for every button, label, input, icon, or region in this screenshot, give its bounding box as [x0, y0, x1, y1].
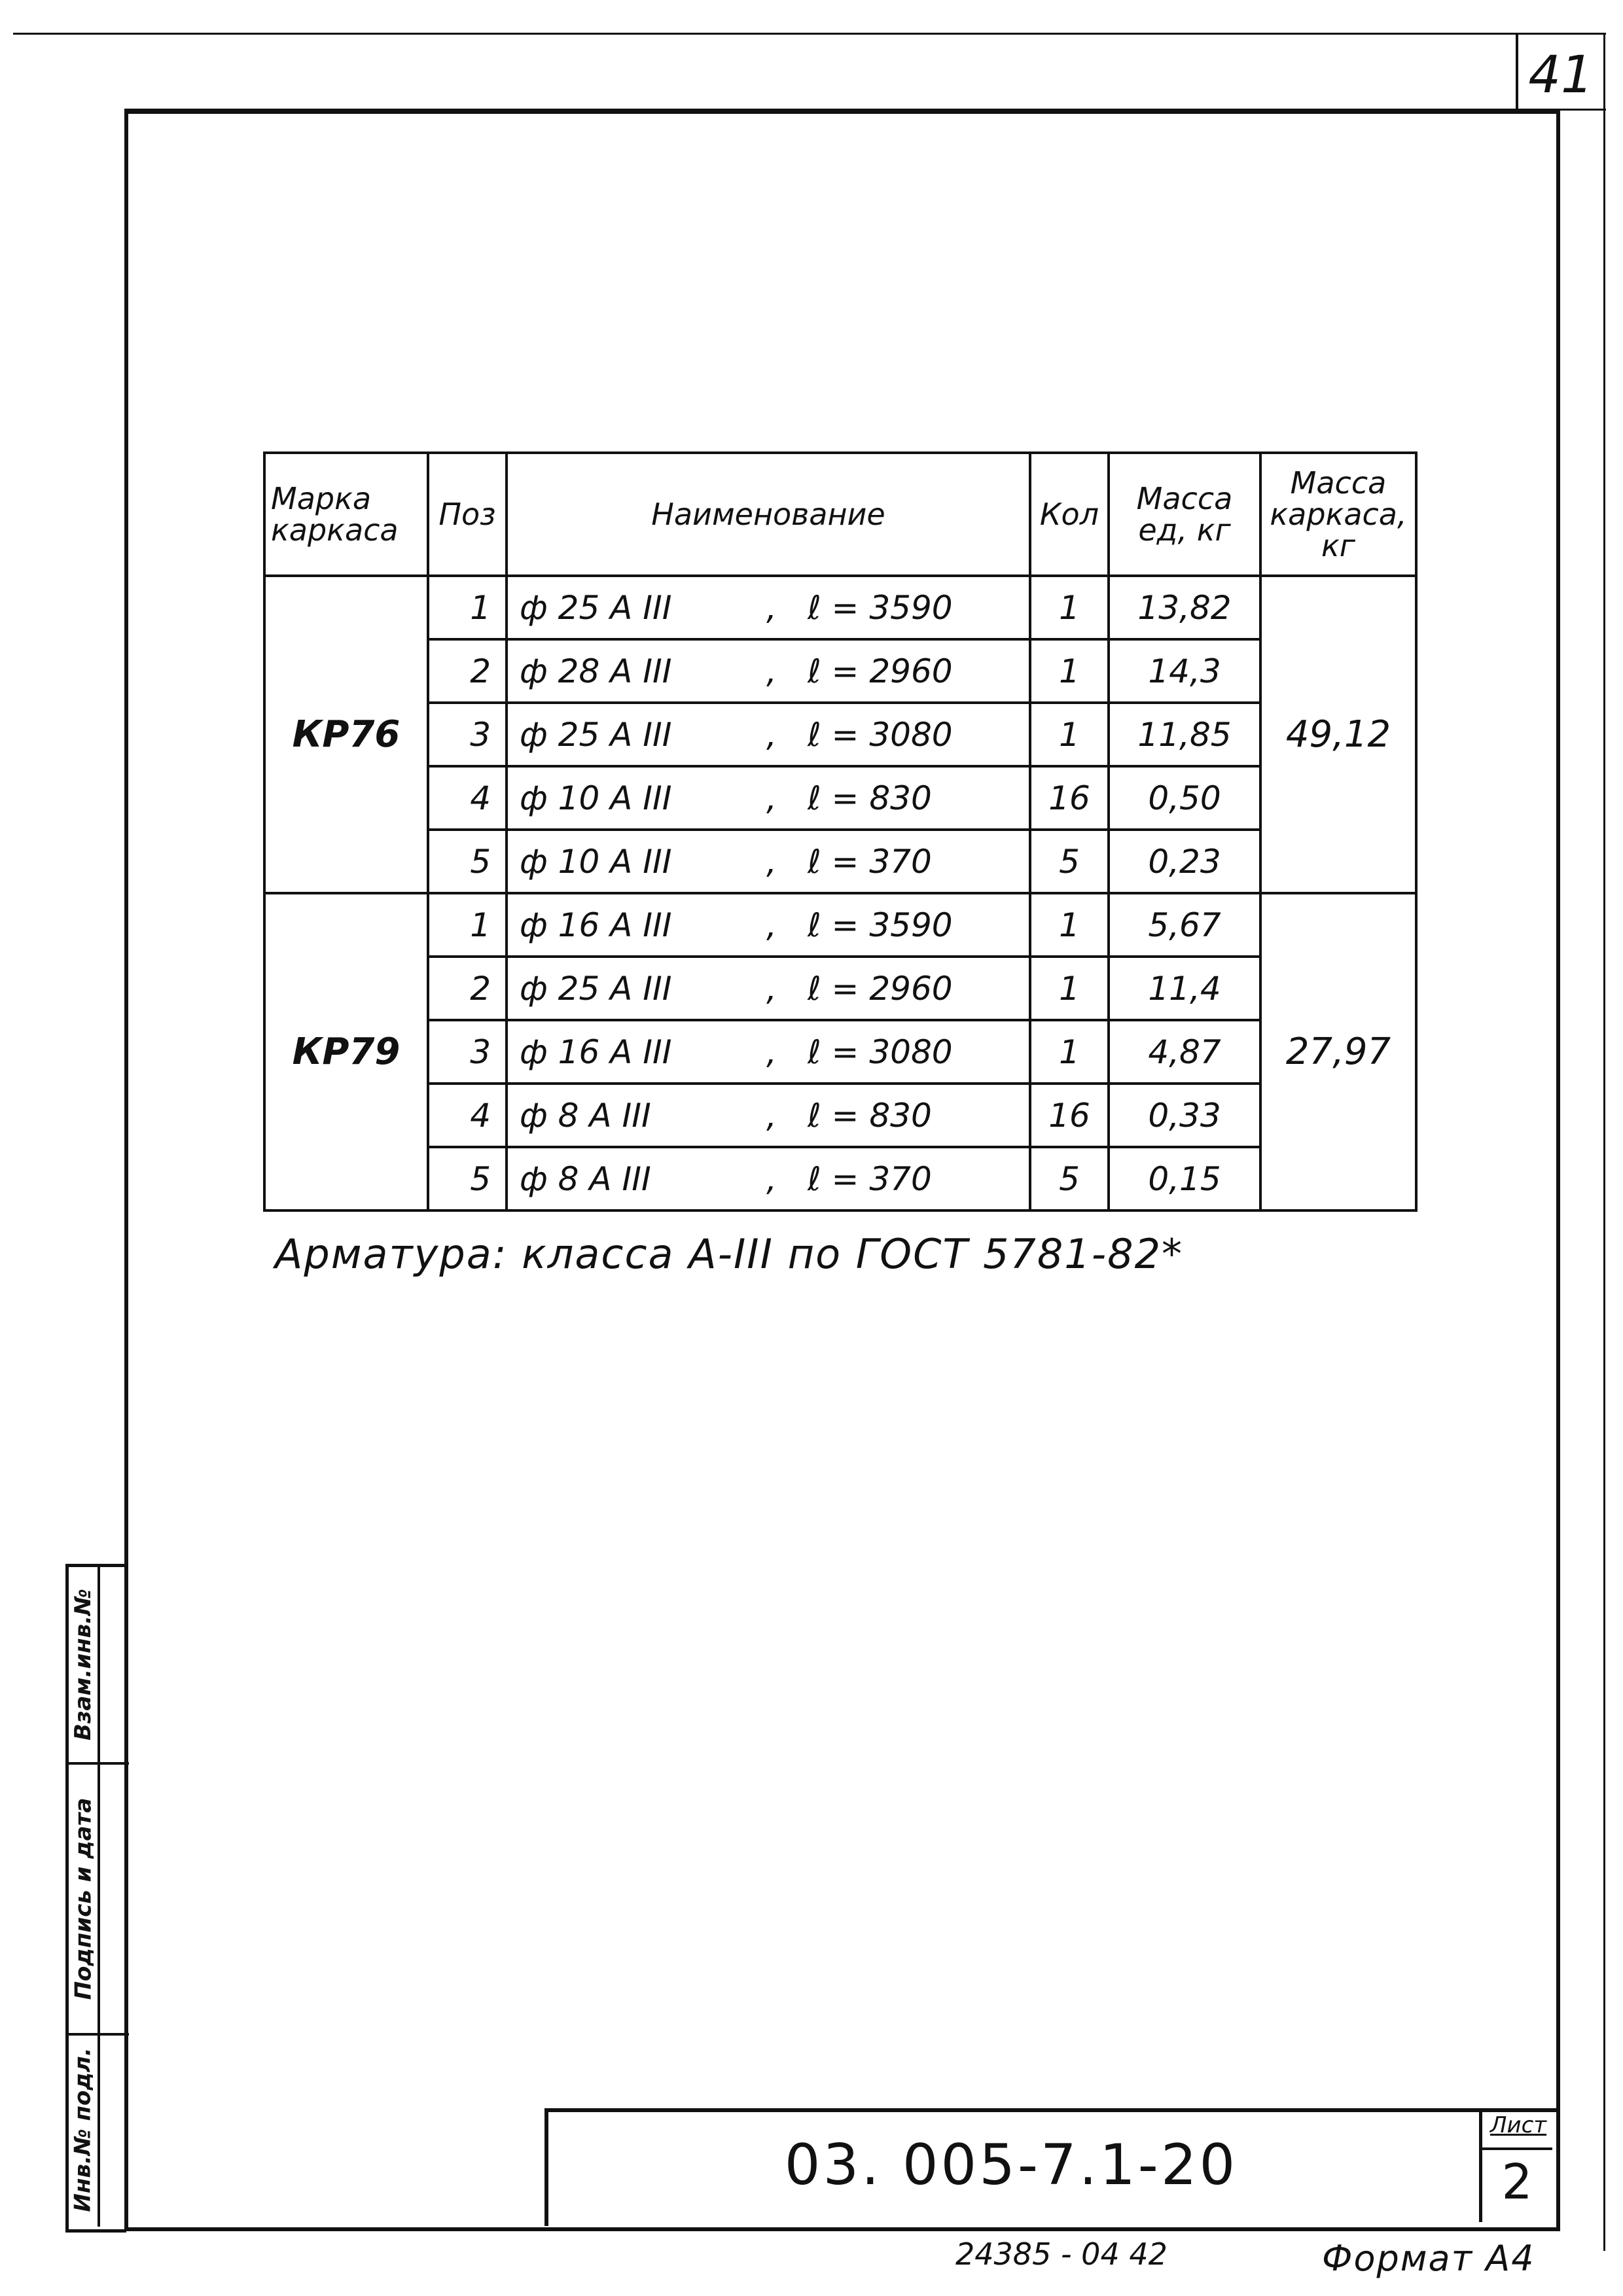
row-length: ℓ = 3590 — [808, 588, 953, 627]
row-name — [507, 1147, 1030, 1210]
top-border — [13, 33, 1606, 35]
row-unit-mass: 0,50 — [1109, 766, 1260, 830]
frame-mark: КР79 — [264, 893, 428, 1210]
row-qty: 16 — [1030, 766, 1109, 830]
row-unit-mass: 13,82 — [1109, 576, 1260, 639]
reinforcement-note: Арматура: класса А-III по ГОСТ 5781-82* — [275, 1230, 1184, 1278]
table-body — [264, 576, 1416, 1210]
sheet-number: 2 — [1501, 2154, 1533, 2210]
row-pos: 2 — [428, 639, 507, 703]
frame-mark: КР76 — [264, 576, 428, 893]
row-unit-mass: 0,15 — [1109, 1147, 1260, 1210]
row-unit-mass: 14,3 — [1109, 639, 1260, 703]
row-name — [507, 1084, 1030, 1147]
header-name: Наименование — [507, 453, 1030, 576]
row-pos: 1 — [428, 893, 507, 957]
row-separator: , — [766, 969, 777, 1008]
row-qty: 1 — [1030, 639, 1109, 703]
side-stamp-inv-sub-value — [98, 2036, 129, 2227]
table-row — [264, 1020, 1416, 1084]
row-diameter: ф 8 А III — [520, 1096, 651, 1135]
row-name — [507, 703, 1030, 766]
row-unit-mass: 0,23 — [1109, 830, 1260, 893]
row-name — [507, 893, 1030, 957]
row-name — [507, 830, 1030, 893]
row-unit-mass: 11,4 — [1109, 957, 1260, 1020]
header-mark: Марка каркаса — [264, 453, 428, 576]
row-diameter: ф 8 А III — [520, 1159, 651, 1198]
table-row — [264, 1147, 1416, 1210]
row-length: ℓ = 3590 — [808, 906, 953, 944]
row-length: ℓ = 3080 — [808, 715, 953, 754]
header-qty: Кол — [1030, 453, 1109, 576]
frame-total-mass: 27,97 — [1260, 893, 1416, 1210]
row-qty: 1 — [1030, 1020, 1109, 1084]
row-unit-mass: 0,33 — [1109, 1084, 1260, 1147]
side-stamp-sign-date-label: Подпись и дата — [70, 1797, 97, 2000]
row-length: ℓ = 830 — [808, 779, 932, 817]
sheet-label: Лист — [1489, 2112, 1547, 2138]
side-stamp-inv-sub-label: Инв.№ подл. — [70, 2047, 96, 2212]
table-row — [264, 703, 1416, 766]
row-unit-mass: 11,85 — [1109, 703, 1260, 766]
table-header-row — [264, 453, 1416, 576]
row-length: ℓ = 370 — [808, 1159, 932, 1198]
row-separator: , — [766, 1159, 777, 1198]
row-qty: 5 — [1030, 1147, 1109, 1210]
row-length: ℓ = 2960 — [808, 652, 953, 690]
row-separator: , — [766, 779, 777, 817]
row-length: ℓ = 370 — [808, 842, 932, 881]
side-stamp — [65, 1564, 126, 2233]
row-separator: , — [766, 588, 777, 627]
row-qty: 5 — [1030, 830, 1109, 893]
footer-order-number: 24385 - 04 42 — [955, 2236, 1168, 2272]
row-separator: , — [766, 1033, 777, 1071]
header-unit-mass: Масса ед, кг — [1109, 453, 1260, 576]
sheet-label-divider — [1479, 2147, 1552, 2150]
specification-table — [263, 451, 1418, 1212]
row-diameter: ф 25 А III — [520, 588, 672, 627]
row-name — [507, 639, 1030, 703]
row-diameter: ф 10 А III — [520, 842, 672, 881]
row-qty: 1 — [1030, 576, 1109, 639]
side-stamp-replace-inv — [69, 1567, 98, 1765]
row-pos: 5 — [428, 1147, 507, 1210]
table-row — [264, 576, 1416, 639]
row-name — [507, 1020, 1030, 1084]
row-pos: 4 — [428, 766, 507, 830]
document-code: 03. 005-7.1-20 — [784, 2132, 1238, 2198]
row-diameter: ф 25 А III — [520, 969, 672, 1008]
row-qty: 1 — [1030, 957, 1109, 1020]
row-diameter: ф 25 А III — [520, 715, 672, 754]
row-unit-mass: 4,87 — [1109, 1020, 1260, 1084]
row-pos: 1 — [428, 576, 507, 639]
row-name — [507, 576, 1030, 639]
row-qty: 1 — [1030, 703, 1109, 766]
row-qty: 1 — [1030, 893, 1109, 957]
table-row — [264, 766, 1416, 830]
right-border — [1603, 33, 1605, 2251]
row-name — [507, 766, 1030, 830]
row-diameter: ф 28 А III — [520, 652, 672, 690]
table-row — [264, 957, 1416, 1020]
row-qty: 16 — [1030, 1084, 1109, 1147]
header-pos: Поз — [428, 453, 507, 576]
row-diameter: ф 16 А III — [520, 1033, 672, 1071]
row-unit-mass: 5,67 — [1109, 893, 1260, 957]
side-stamp-replace-inv-value — [98, 1567, 129, 1765]
table-row — [264, 1084, 1416, 1147]
row-diameter: ф 16 А III — [520, 906, 672, 944]
table-row — [264, 639, 1416, 703]
frame-total-mass: 49,12 — [1260, 576, 1416, 893]
table-row — [264, 830, 1416, 893]
row-pos: 5 — [428, 830, 507, 893]
row-length: ℓ = 830 — [808, 1096, 932, 1135]
row-pos: 2 — [428, 957, 507, 1020]
row-pos: 3 — [428, 703, 507, 766]
row-separator: , — [766, 1096, 777, 1135]
row-pos: 4 — [428, 1084, 507, 1147]
page-number: 41 — [1528, 46, 1594, 105]
side-stamp-sign-date — [69, 1765, 98, 2036]
footer-format: Формат А4 — [1322, 2238, 1535, 2279]
side-stamp-replace-inv-label: Взам.инв.№ — [70, 1589, 97, 1740]
row-separator: , — [766, 842, 777, 881]
row-separator: , — [766, 715, 777, 754]
row-length: ℓ = 3080 — [808, 1033, 953, 1071]
row-separator: , — [766, 906, 777, 944]
side-stamp-inv-sub — [69, 2036, 98, 2224]
table-row — [264, 893, 1416, 957]
row-separator: , — [766, 652, 777, 690]
header-frame-mass: Масса каркаса, кг — [1260, 453, 1416, 576]
side-stamp-sign-date-value — [98, 1765, 129, 2036]
row-diameter: ф 10 А III — [520, 779, 672, 817]
row-length: ℓ = 2960 — [808, 969, 953, 1008]
row-name — [507, 957, 1030, 1020]
row-pos: 3 — [428, 1020, 507, 1084]
